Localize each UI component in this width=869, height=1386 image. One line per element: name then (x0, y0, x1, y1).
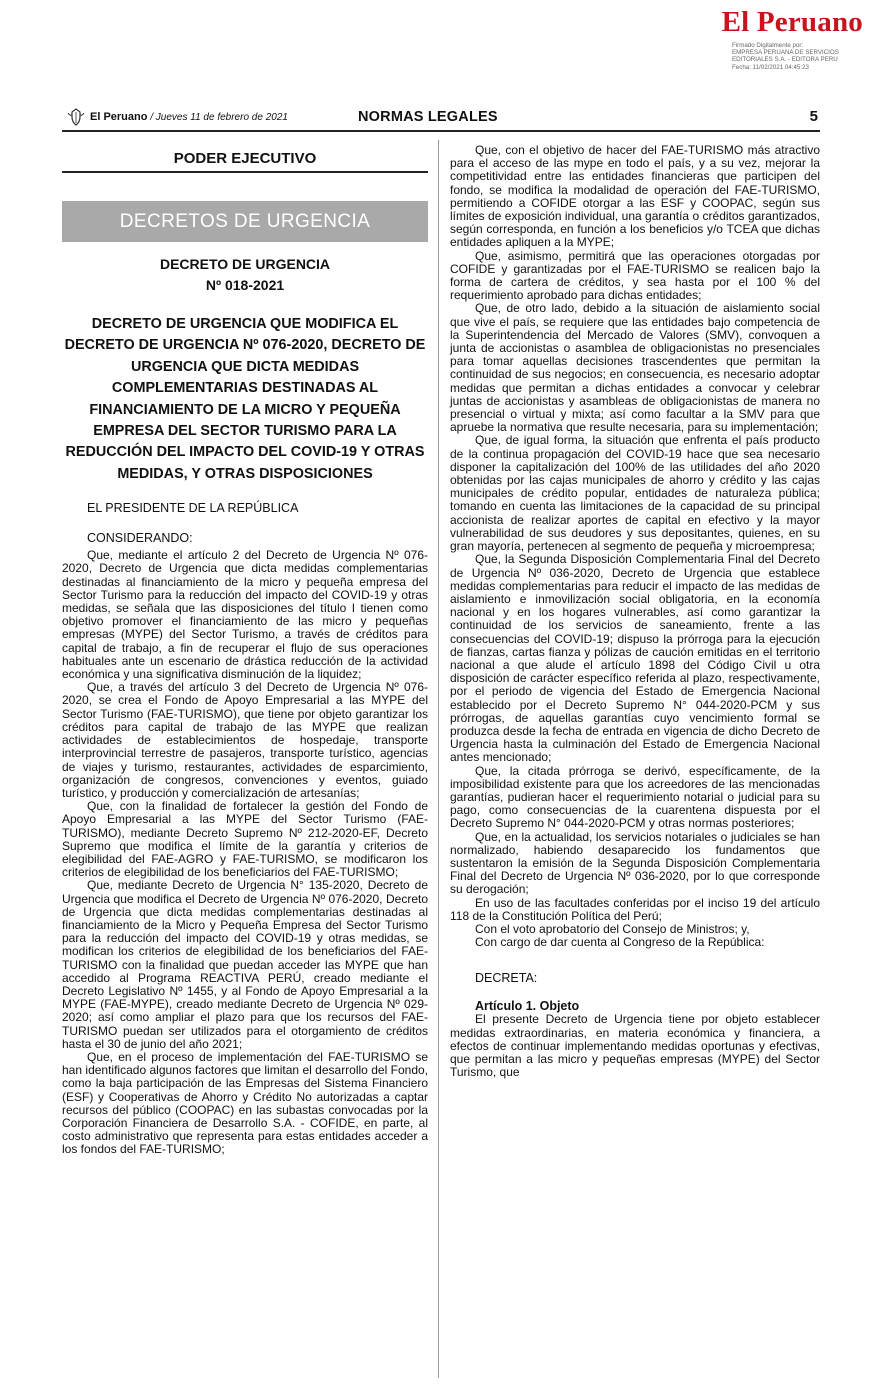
decretos-de-urgencia-band: DECRETOS DE URGENCIA (62, 201, 428, 242)
considerando-paragraph: Que, mediante Decreto de Urgencia N° 135-2020, Decreto de Urgencia que modifica el Decreto de Urgencia Nº 076-2020, Decreto de Urgencia que dicta medidas complementarias destinadas al financiamiento de la Micro y Pequeña Empresa del Sector Turismo para la reducción del impacto del COVID-19 y otras medidas, se modifican los criterios de elegibilidad de los beneficiarios del FAE-TURISMO con la finalidad que puedan acceder las MYPE que han accedido al Programa REACTIVA PERÚ, creado mediante el Decreto Legislativo Nº 1455, y al Fondo de Apoyo Empresarial a la MYPE (FAE-MYPE), creado mediante Decreto de Urgencia Nº 029-2020; así como ampliar el plazo para que los recursos del FAE-TURISMO puedan ser utilizados para el otorgamiento de créditos hasta el 30 de junio del año 2021; (62, 878, 428, 1051)
considerando-heading: CONSIDERANDO: (87, 531, 193, 546)
decree-number: Nº 018-2021 (205, 277, 285, 293)
considerando-paragraph: Que, mediante el artículo 2 del Decreto de Urgencia Nº 076-2020, Decreto de Urgencia que dicta medidas complementarias destinadas al financiamiento de la micro y pequeña empresa del Sector Turismo para la reducción del impacto del COVID-19 y otras medidas, se señala que las disposiciones del título I tienen como objetivo promover el financiamiento de las micro y pequeñas empresas (MYPE) del Sector Turismo, a través de créditos para capital de trabajo, a fin de recuperar el flujo de sus operaciones habituales ante un escenario de drástica reducción de la actividad económica y una significativa disminución de la liquidez; (62, 548, 428, 682)
decree-subtitle: DECRETO DE URGENCIA QUE MODIFICA EL DECRETO DE URGENCIA Nº 076-2020, DECRETO DE URGENCIA QUE DICTA MEDIDAS COMPLEMENTARIAS DESTINADAS AL FINANCIAMIENTO DE LA MICRO Y PEQUEÑA EMPRESA DEL SECTOR TURISMO PARA LA REDUCCIÓN DEL IMPACTO DEL COVID-19 Y OTRAS MEDIDAS, Y OTRAS DISPOSICIONES (64, 316, 426, 482)
article-1-text: El presente Decreto de Urgencia tiene por objeto establecer medidas extraordinarias, en materia económica y financiera, a efectos de continuar implementando medidas oportunas y efectivas, que permitan a las micro y pequeñas empresas (MYPE) del Sector Turismo, que (450, 1012, 820, 1080)
signature-line: Fecha: 11/02/2021 04:45:23 (732, 63, 809, 71)
president-line: EL PRESIDENTE DE LA REPÚBLICA (87, 501, 299, 516)
poder-ejecutivo-heading: PODER EJECUTIVO (62, 150, 428, 173)
signature-line: Firmado Digitalmente por: (732, 42, 804, 49)
right-column (450, 144, 820, 1079)
voto-aprobatorio-line: Con el voto aprobatorio del Consejo de Ministros; y, (475, 921, 750, 936)
considerando-paragraph: Que, de igual forma, la situación que enfrenta el país producto de la continua propagación del COVID-19 hace que sea necesario disponer la capitalización del 100% de las utilidades del año 2020 obtenidas por las cajas municipales de ahorro y crédito y las cajas municipales de crédito popular, entidades de naturaleza pública; tomando en cuenta las limitaciones de la capacidad de su principal accionista de realizar aportes de capital en efectivo y la mayor vulnerabilidad de sus deudores y sus depositantes, quienes, en su gran mayoría, pertenecen al segmento de pequeña y microempresa; (450, 433, 820, 554)
considerando-paragraph: Que, a través del artículo 3 del Decreto de Urgencia Nº 076-2020, se crea el Fondo de Apoyo Empresarial a las MYPE del Sector Turismo (FAE-TURISMO), que tiene por objeto garantizar los créditos para capital de trabajo de las MYPE que realizan actividades de establecimientos de hospedaje, transporte interprovincial terrestre de pasajeros, transporte turístico, agencias de viajes y turismo, restaurantes, actividades de esparcimiento, organización de congresos, convenciones y eventos, guiado turístico, y producción y comercialización de artesanías; (62, 680, 428, 800)
page-number: 5 (809, 108, 818, 125)
considerando-paragraph: Que, con la finalidad de fortalecer la gestión del Fondo de Apoyo Empresarial a las MYPE del Sector Turismo (FAE-TURISMO), mediante Decreto Supremo Nº 212-2020-EF, Decreto Supremo que modifica el límite de la garantía y criterios de elegibilidad del FAE-AGRO y FAE-TURISMO, se modificaron los criterios de elegibilidad de los beneficiarios del FAE-TURISMO; (62, 799, 428, 880)
header-paper-name: El Peruano (90, 111, 148, 123)
considerando-paragraph: Que, de otro lado, debido a la situación de aislamiento social que vive el país, se requiere que las entidades bajo competencia de la Superintendencia del Mercado de Valores (SMV), convoquen a junta de accionistas o asamblea de obligacionistas no presenciales para tomar aquellas decisiones trascendentes que permitan la continuidad de sus negocios; en consecuencia, es necesario adoptar medidas que permitan a dichas entidades a convocar y celebrar juntas de accionistas y asambleas de obligacionistas de manera no presencial o virtual y mixta; así como facultar a la SMV para que apruebe la normativa que resulte necesaria, para su implementación; (450, 301, 820, 435)
el-peruano-logo: El Peruano (721, 6, 863, 38)
considerando-paragraph: Que, con el objetivo de hacer del FAE-TURISMO más atractivo para el acceso de las mype en todo el país, y a su vez, mejorar la competitividad entre las entidades financieras que participen del fondo, se modifica la modalidad de operación del FAE-TURISMO, permitiendo a COFIDE otorgar a las ESF y COOPAC, según sus límites de exposición individual, una garantía o créditos garantizados, según corresponda, en función a los beneficios y/o TCEA que dichas entidades apliquen a la MYPE; (450, 143, 820, 250)
left-column (62, 150, 428, 1157)
digital-signature (732, 42, 866, 71)
cargo-congreso-line: Con cargo de dar cuenta al Congreso de la República: (475, 935, 765, 950)
signature-line: EMPRESA PERUANA DE SERVICIOS (732, 49, 839, 57)
article-1-heading: Artículo 1. Objeto (475, 999, 580, 1014)
page-header (62, 108, 820, 132)
considerando-paragraph: Que, la citada prórroga se derivó, específicamente, de la imposibilidad existente para que los acreedores de las mencionadas garantías, pudieran hacer el requerimiento notarial o judicial para su pago, como consecuencias de la cuarentena dispuesta por el Decreto Supremo N° 044-2020-PCM y otras normas posteriores; (450, 763, 820, 831)
facultades-paragraph: En uso de las facultades conferidas por el inciso 19 del artículo 118 de la Constitución Política del Perú; (450, 895, 820, 923)
decree-title: DECRETO DE URGENCIA (159, 256, 331, 272)
considerando-paragraph: Que, la Segunda Disposición Complementaria Final del Decreto de Urgencia Nº 036-2020, Decreto de Urgencia que establece medidas complementarias para reducir el impacto de las medidas de aislamiento e inmovilización social obligatoria, en la economía nacional y en los hogares vulnerables, así como garantizar la continuidad de los servicios de saneamiento, frente a las consecuencias del COVID-19; dispuso la prórroga para la ejecución de fianzas, cartas fianza y pólizas de caución emitidas en el territorio nacional a que alude el artículo 1898 del Código Civil u otra disposición de carácter específico referida al plazo, respectivamente, por el periodo de vigencia del Estado de Emergencia Nacional establecido por el Decreto Supremo N° 044-2020-PCM y sus prórrogas, de aquellas garantías cuyo vencimiento formal se produzca desde la fecha de entrada en vigencia de dicho Decreto de Urgencia hasta la culminación del Estado de Emergencia Nacional antes mencionado; (450, 552, 820, 765)
considerando-paragraph: Que, en el proceso de implementación del FAE-TURISMO se han identificado algunos factores que limitan el desarrollo del Fondo, como la baja participación de las Empresas del Sistema Financiero (ESF) y Cooperativas de Ahorro y Crédito No autorizadas a captar recursos del público (COOPAC) en las subastas convocadas por la Corporación Financiera de Desarrollo S.A. - COFIDE, en parte, al costo administrativo que representa para estas entidades acceder a los fondos del FAE-TURISMO; (62, 1049, 428, 1157)
considerando-paragraph: Que, asimismo, permitirá que las operaciones otorgadas por COFIDE y garantizadas por el FAE-TURISMO se realicen bajo la forma de cartera de créditos, y sea hasta por el 100 % del requerimiento aprobado para dichas entidades; (450, 248, 820, 303)
decreta-heading: DECRETA: (475, 971, 538, 986)
considerando-paragraph: Que, en la actualidad, los servicios notariales o judiciales se han normalizado, habiendo desaparecido los fundamentos que sustentaron la emisión de la Segunda Disposición Complementaria Final del Decreto de Urgencia Nº 036-2020, por lo que corresponde su derogación; (450, 829, 820, 897)
masthead (0, 0, 869, 100)
coat-of-arms-icon (66, 108, 86, 126)
column-divider (438, 140, 439, 1378)
signature-line: EDITORIALES S.A. - EDITORA PERU (732, 56, 838, 64)
header-section-title: NORMAS LEGALES (358, 109, 498, 125)
header-date: / Jueves 11 de febrero de 2021 (147, 112, 288, 123)
